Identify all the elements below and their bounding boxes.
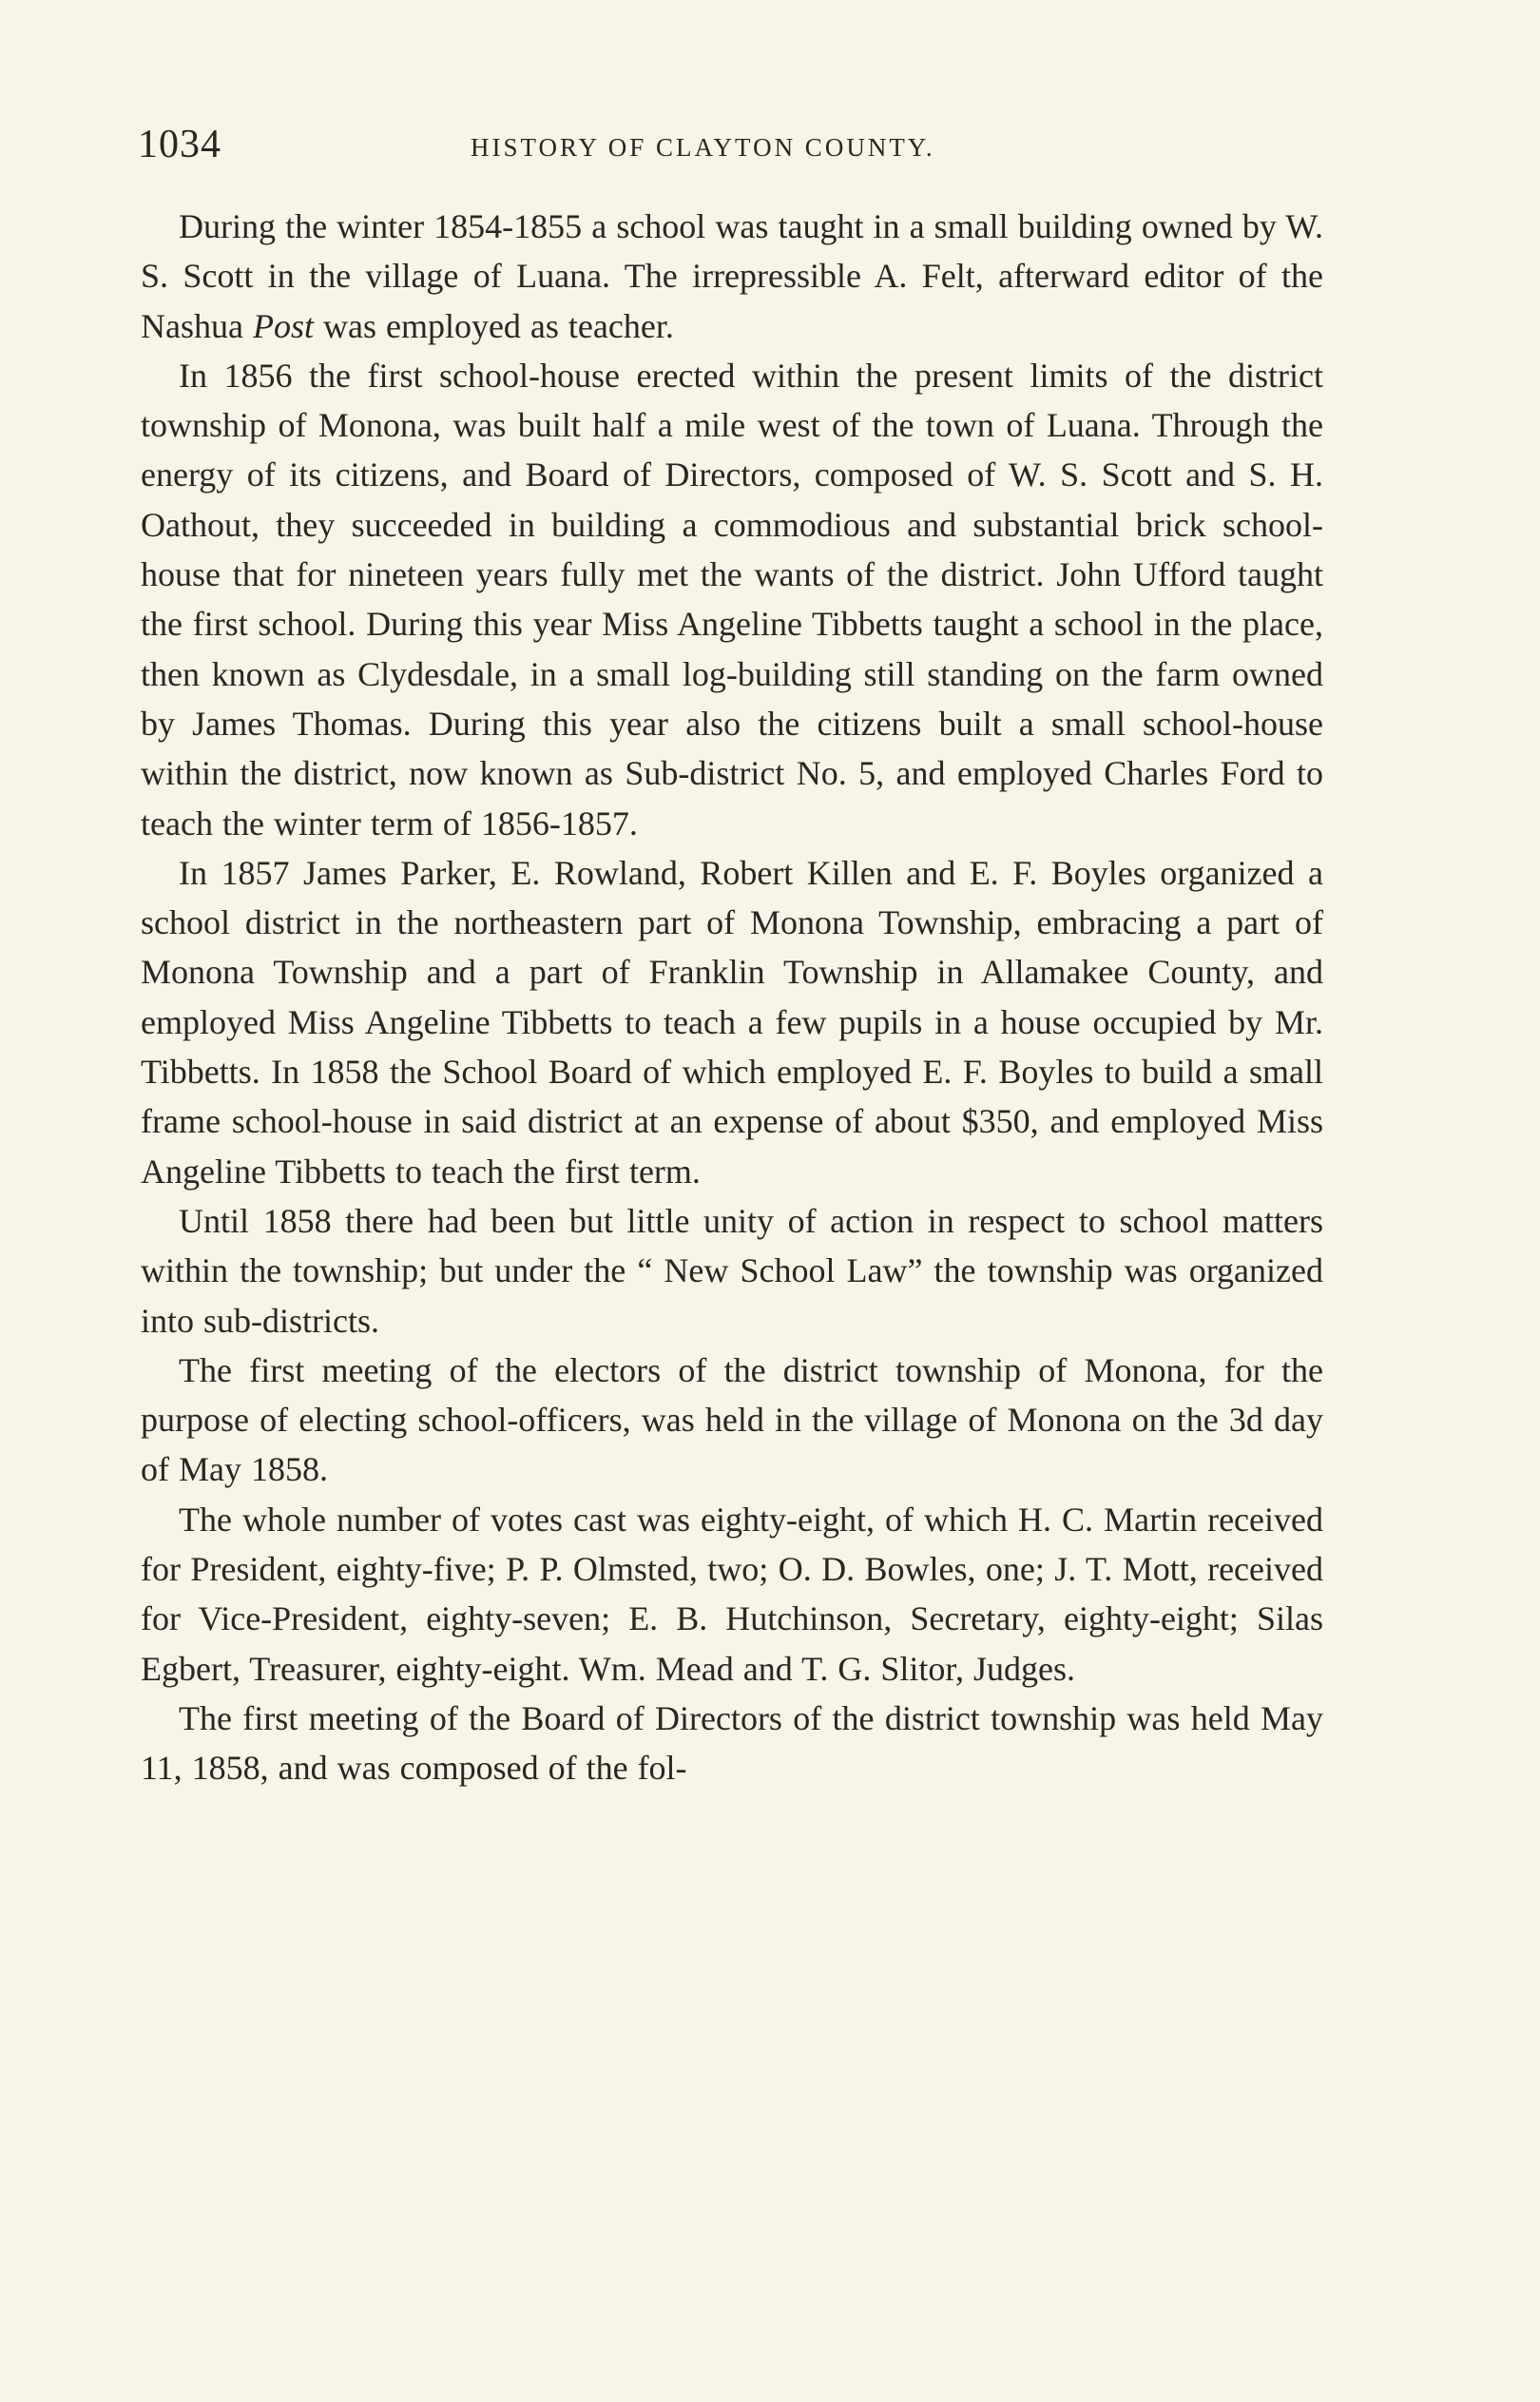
paragraph-board-meeting: The first meeting of the Board of Directors of the district township was held May 11, 1858, and was composed of the fol-: [141, 1698, 1323, 1788]
paragraph-new-school-law: Until 1858 there had been but little unity of action in respect to school matters within the township; but under the “ New School Law” the township was organized into sub-districts.: [141, 1201, 1323, 1340]
body-text: [141, 202, 1323, 1793]
page-header: [138, 122, 1326, 169]
paragraph-northeastern-district: In 1857 James Parker, E. Rowland, Robert Killen and E. F. Boyles organized a school district in the northeastern part of Monona Township, embracing a part of Monona Township and a part of Franklin Township in Allamakee County, and employed Miss Angeline Tibbetts to teach a few pupils in a house occupied by Mr. Tibbetts. In 1858 the School Board of which employed E. F. Boyles to build a small frame school-house in said district at an expense of about $350, and employed Miss Angeline Tibbetts to teach the first term.: [141, 853, 1323, 1191]
running-head: HISTORY OF CLAYTON COUNTY.: [471, 133, 935, 162]
paragraph-first-electors-meeting: The first meeting of the electors of the district township of Monona, for the purpose of electing school-officers, was held in the village of Monona on the 3d day of May 1858.: [141, 1350, 1323, 1489]
paragraph-votes-cast: The whole number of votes cast was eighty-eight, of which H. C. Martin received for President, eighty-five; P. P. Olmsted, two; O. D. Bowles, one; J. T. Mott, received for Vice-President, eighty-seven; E. B. Hutchinson, Secretary, eighty-eight; Silas Egbert, Treasurer, eighty-eight. Wm. Mead and T. G. Slitor, Judges.: [141, 1500, 1323, 1688]
paragraph-luana-school: [141, 202, 1323, 351]
page-number: 1034: [138, 123, 221, 166]
paragraph-text: During the winter 1854-1855 a school was taught in a small building owned by W. S. Scott in the village of Luana. The irrepressible A. Felt, afterward editor of the Nashua: [141, 207, 1323, 345]
newspaper-title: Post: [252, 306, 314, 345]
paragraph-text: was employed as teacher.: [313, 306, 674, 345]
paragraph-first-school-house: In 1856 the first school-house erected within the present limits of the district township of Monona, was built half a mile west of the town of Luana. Through the energy of its citizens, and Board of Directors, composed of W. S. Scott and S. H. Oathout, they succeeded in building a commodious and substantial brick school-house that for nineteen years fully met the wants of the district. John Ufford taught the first school. During this year Miss Angeline Tibbetts taught a school in the place, then known as Clydesdale, in a small log-building still standing on the farm owned by James Thomas. During this year also the citizens built a small school-house within the district, now known as Sub-district No. 5, and employed Charles Ford to teach the winter term of 1856-1857.: [141, 356, 1323, 843]
